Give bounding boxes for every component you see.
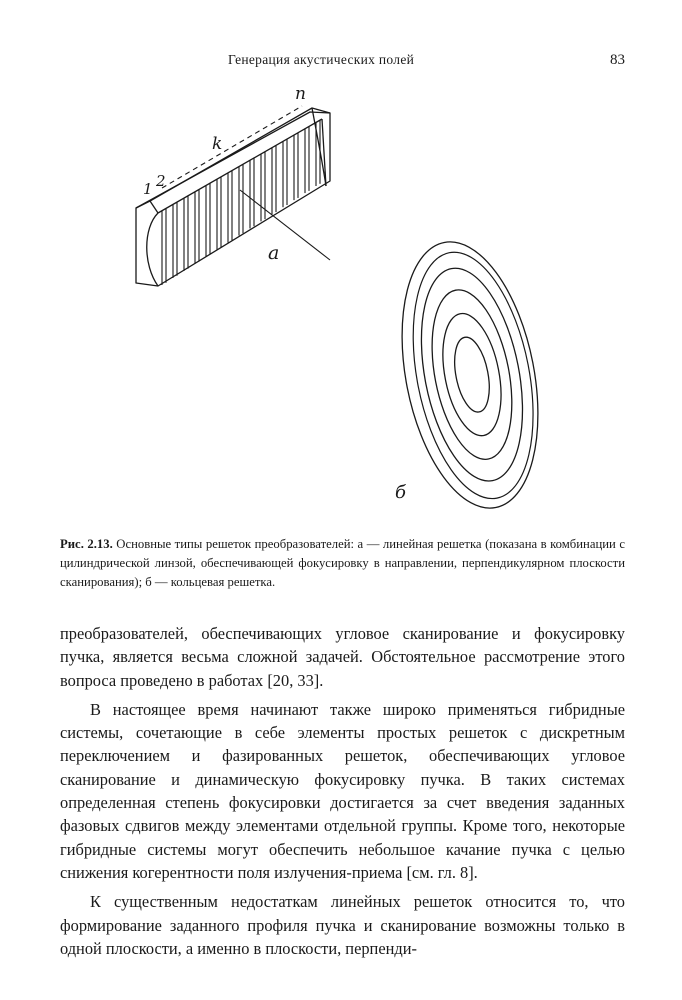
running-head: Генерация акустических полей bbox=[228, 52, 415, 67]
label-panel-a: а bbox=[268, 242, 280, 264]
paragraph-2: В настоящее время начинают также широко применяться гибридные системы, сочетающие в себе элементы простых решеток с дискретным переключением и фазированных решеток, обеспечивающих угловое сканирование и динамическую фокусировку пучка. В таких системах определенная степень фокусировки достигается за счет введения заданных фазовых сдвигов между элементами отдельной группы. Кроме того, некоторые гибридные системы могут обеспечить небольшое качание пучка с целью снижения когерентности поля излучения-приема [см. гл. 8]. bbox=[60, 699, 625, 882]
annular-array-drawing bbox=[381, 230, 558, 519]
label-1: 1 bbox=[143, 180, 153, 198]
paragraph-3: К существенным недостаткам линейных решеток относится то, что формирование заданного профиля пучка и сканирование возможны только в одной плоскости, а именно в плоскости, перпенди- bbox=[60, 892, 625, 958]
label-panel-b: б bbox=[395, 482, 406, 503]
caption-label: Рис. 2.13. bbox=[60, 537, 113, 551]
body-text bbox=[60, 622, 625, 960]
label-n: n bbox=[295, 84, 306, 104]
caption-text: Основные типы решеток преобразователей: а — линейная решетка (показана в комбинации с цилиндрической линзой, обеспечивающей фокусировку в направлении, перпендикулярном плоскости сканирования); б — кольцевая решетка. bbox=[60, 537, 625, 589]
figure-caption bbox=[60, 535, 625, 592]
paragraph-1: преобразователей, обеспечивающих угловое сканирование и фокусировку пучка, является весьма сложной задачей. Обстоятельное рассмотрение этого вопроса проведено в работах [20, 33]. bbox=[60, 624, 625, 690]
linear-array-drawing bbox=[136, 106, 330, 286]
label-k: k bbox=[212, 134, 223, 154]
page-number: 83 bbox=[610, 52, 625, 68]
label-2: 2 bbox=[156, 172, 166, 190]
